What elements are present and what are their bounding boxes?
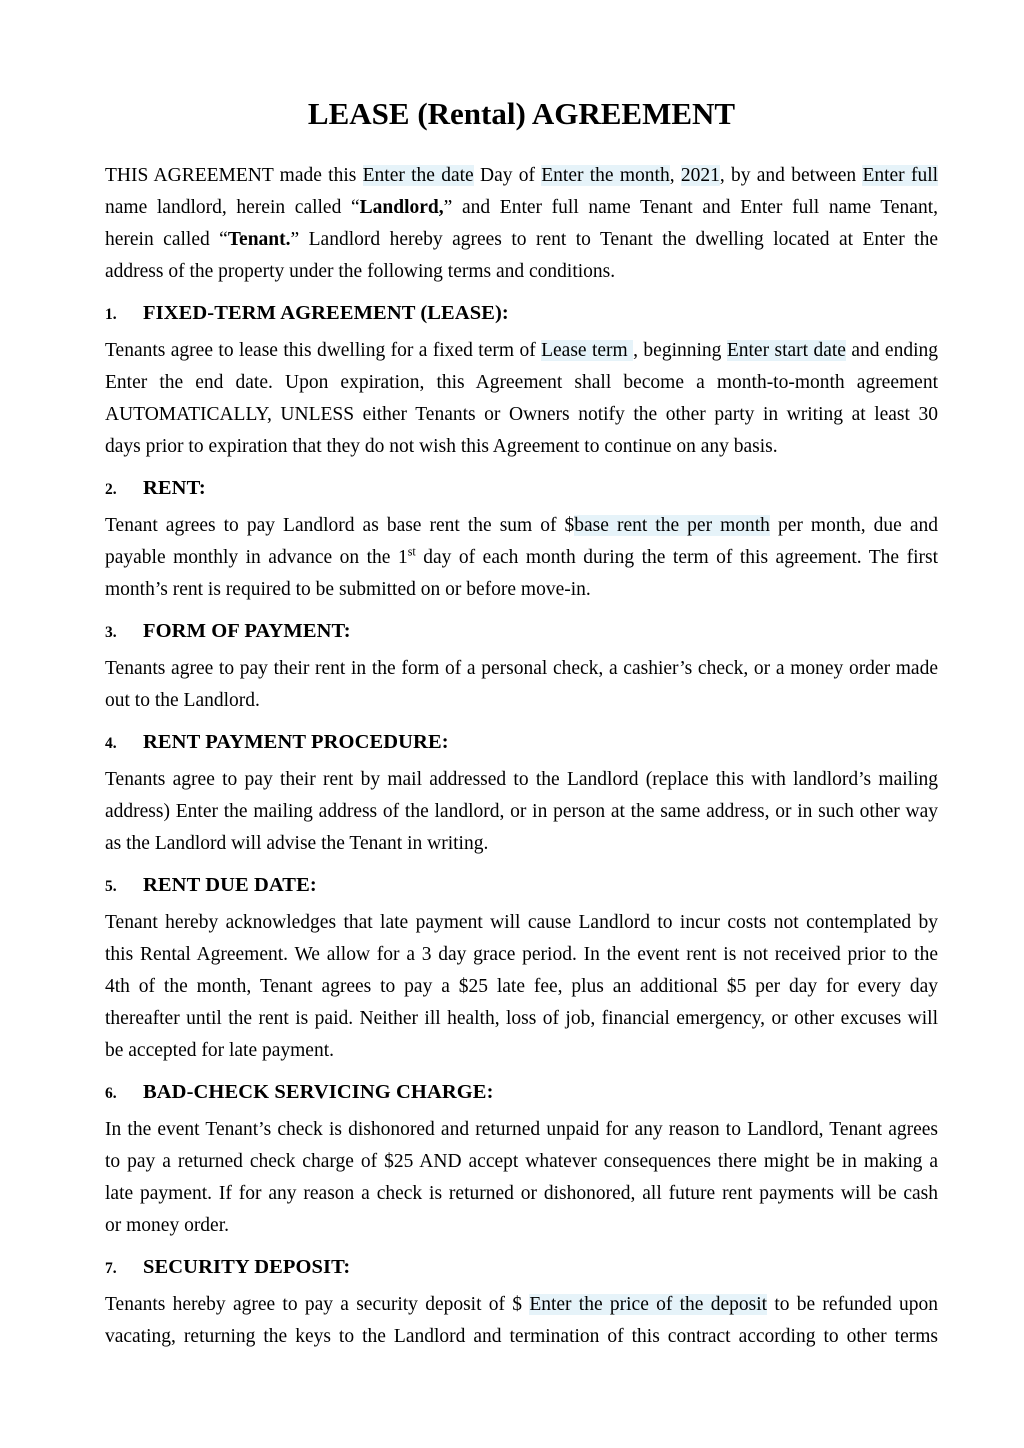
text-run: Tenant hereby acknowledges that late payment will cause Landlord to incur costs not contemplated by <box>105 912 938 933</box>
text-line <box>105 1178 938 1210</box>
text-run: THIS AGREEMENT made this <box>105 165 363 186</box>
text-run: st <box>407 544 416 559</box>
form-field-placeholder[interactable]: Enter the date <box>362 165 474 186</box>
text-line <box>105 939 938 971</box>
text-run: herein called “ <box>105 229 228 250</box>
section-2 <box>105 475 938 606</box>
text-run: and ending <box>845 340 939 361</box>
text-line <box>105 1114 938 1146</box>
document-title: LEASE (Rental) AGREEMENT <box>307 96 736 131</box>
form-field-placeholder[interactable]: Enter the price of the deposit <box>529 1294 768 1315</box>
text-line <box>105 192 938 224</box>
text-run: Tenants agree to lease this dwelling for a fixed term of <box>105 340 542 361</box>
text-line <box>105 431 938 463</box>
text-run: this Rental Agreement. We allow for a 3 day grace period. In the event rent is not received prior to the <box>105 944 938 965</box>
section-number: 6. <box>105 1085 117 1102</box>
section-heading-text: RENT DUE DATE: <box>143 874 317 896</box>
text-line <box>105 256 938 288</box>
text-run: per month, due and <box>769 515 938 536</box>
text-run: day of each month during the term of this agreement. The first <box>415 547 938 568</box>
text-run: ” and Enter full name Tenant and Enter full name Tenant, <box>443 197 939 218</box>
text-run: be accepted for late payment. <box>105 1040 335 1061</box>
text-run: Tenant agrees to pay Landlord as base rent the sum of $ <box>105 515 575 536</box>
section-heading <box>105 729 938 757</box>
text-run: days prior to expiration that they do not wish this Agreement to continue on any basis. <box>105 436 778 457</box>
text-run: to pay a returned check charge of $25 AND accept whatever consequences there might be in making a <box>105 1151 938 1172</box>
text-line <box>105 971 938 1003</box>
section-7 <box>105 1254 938 1353</box>
section-paragraph <box>105 510 938 606</box>
section-number: 4. <box>105 735 117 752</box>
section-heading <box>105 1079 938 1107</box>
section-5 <box>105 872 938 1067</box>
text-run: Tenants agree to pay their rent by mail addressed to the Landlord (replace this with landlord’s mailing <box>105 769 938 790</box>
text-run: thereafter until the rent is paid. Neither ill health, loss of job, financial emergency, or other excuses will <box>105 1008 938 1029</box>
text-line <box>105 510 938 542</box>
form-field-placeholder[interactable]: base rent the per month <box>574 515 770 536</box>
section-heading-text: FIXED-TERM AGREEMENT (LEASE): <box>143 302 509 324</box>
text-line <box>105 685 938 717</box>
text-run: Landlord, <box>359 197 444 218</box>
text-run: Day of <box>473 165 542 186</box>
text-line <box>105 653 938 685</box>
text-line <box>105 367 938 399</box>
text-line <box>105 1035 938 1067</box>
text-run: out to the Landlord. <box>105 690 260 711</box>
section-6 <box>105 1079 938 1242</box>
text-line <box>105 1210 938 1242</box>
text-line <box>105 399 938 431</box>
section-number: 5. <box>105 878 117 895</box>
text-run: payable monthly in advance on the 1 <box>105 547 408 568</box>
text-run: late payment. If for any reason a check is returned or dishonored, all future rent payments will be cash <box>105 1183 938 1204</box>
text-run: as the Landlord will advise the Tenant in writing. <box>105 833 489 854</box>
text-line <box>105 335 938 367</box>
text-run: , beginning <box>633 340 727 361</box>
text-run: Tenant. <box>227 229 291 250</box>
text-line <box>105 1321 938 1353</box>
text-line <box>105 224 938 256</box>
section-paragraph <box>105 1114 938 1242</box>
section-heading-text: BAD-CHECK SERVICING CHARGE: <box>143 1081 494 1103</box>
text-run: Tenants hereby agree to pay a security deposit of $ <box>105 1294 530 1315</box>
section-3 <box>105 618 938 717</box>
text-line <box>105 764 938 796</box>
section-number: 3. <box>105 624 117 641</box>
text-run: address) Enter the mailing address of the landlord, or in person at the same address, or in such other way <box>105 801 938 822</box>
document-page <box>105 0 938 1353</box>
text-line <box>105 828 938 860</box>
section-number: 2. <box>105 481 117 498</box>
form-field-placeholder[interactable]: Enter the month <box>541 165 670 186</box>
text-run: ” Landlord hereby agrees to rent to Tenant the dwelling located at Enter the <box>290 229 938 250</box>
section-heading <box>105 1254 938 1282</box>
text-run: , <box>669 165 681 186</box>
text-run: In the event Tenant’s check is dishonored and returned unpaid for any reason to Landlord, Tenant agrees <box>105 1119 938 1140</box>
text-run: Tenants agree to pay their rent in the form of a personal check, a cashier’s check, or a money order made <box>105 658 938 679</box>
section-paragraph <box>105 907 938 1067</box>
section-heading-text: FORM OF PAYMENT: <box>143 620 351 642</box>
section-number: 7. <box>105 1260 117 1277</box>
text-run: AUTOMATICALLY, UNLESS either Tenants or Owners notify the other party in writing at least 30 <box>105 404 938 425</box>
intro-paragraph <box>105 160 938 288</box>
text-run: address of the property under the following terms and conditions. <box>105 261 616 282</box>
section-heading-text: RENT: <box>143 477 206 499</box>
text-line <box>105 574 938 606</box>
text-line <box>105 907 938 939</box>
section-heading <box>105 475 938 503</box>
text-run: month’s rent is required to be submitted on or before move-in. <box>105 579 591 600</box>
form-field-placeholder[interactable]: Enter full <box>862 165 939 186</box>
form-field-placeholder[interactable]: Enter start date <box>726 340 846 361</box>
text-run: to be refunded upon <box>767 1294 938 1315</box>
text-line <box>105 542 938 574</box>
form-field-placeholder[interactable]: Lease term <box>541 340 634 361</box>
text-line <box>105 796 938 828</box>
text-line <box>105 160 938 192</box>
section-heading <box>105 300 938 328</box>
section-heading-text: SECURITY DEPOSIT: <box>143 1256 351 1278</box>
text-run: , by and between <box>719 165 863 186</box>
section-4 <box>105 729 938 860</box>
section-number: 1. <box>105 306 117 323</box>
section-1 <box>105 300 938 463</box>
text-run: vacating, returning the keys to the Landlord and termination of this contract according to other terms <box>105 1326 938 1347</box>
text-run: or money order. <box>105 1215 230 1236</box>
section-heading <box>105 872 938 900</box>
text-run: 4th of the month, Tenant agrees to pay a $25 late fee, plus an additional $5 per day for every day <box>105 976 938 997</box>
section-paragraph <box>105 653 938 717</box>
section-paragraph <box>105 1289 938 1353</box>
text-run: name landlord, herein called “ <box>105 197 360 218</box>
text-line <box>105 1003 938 1035</box>
text-line <box>105 1146 938 1178</box>
section-heading-text: RENT PAYMENT PROCEDURE: <box>143 731 449 753</box>
section-paragraph <box>105 335 938 463</box>
text-line <box>105 1289 938 1321</box>
form-field-placeholder[interactable]: 2021 <box>680 165 720 186</box>
sections-container <box>105 300 938 1353</box>
text-run: Enter the end date. Upon expiration, this Agreement shall become a month-to-month agreement <box>105 372 938 393</box>
section-paragraph <box>105 764 938 860</box>
section-heading <box>105 618 938 646</box>
